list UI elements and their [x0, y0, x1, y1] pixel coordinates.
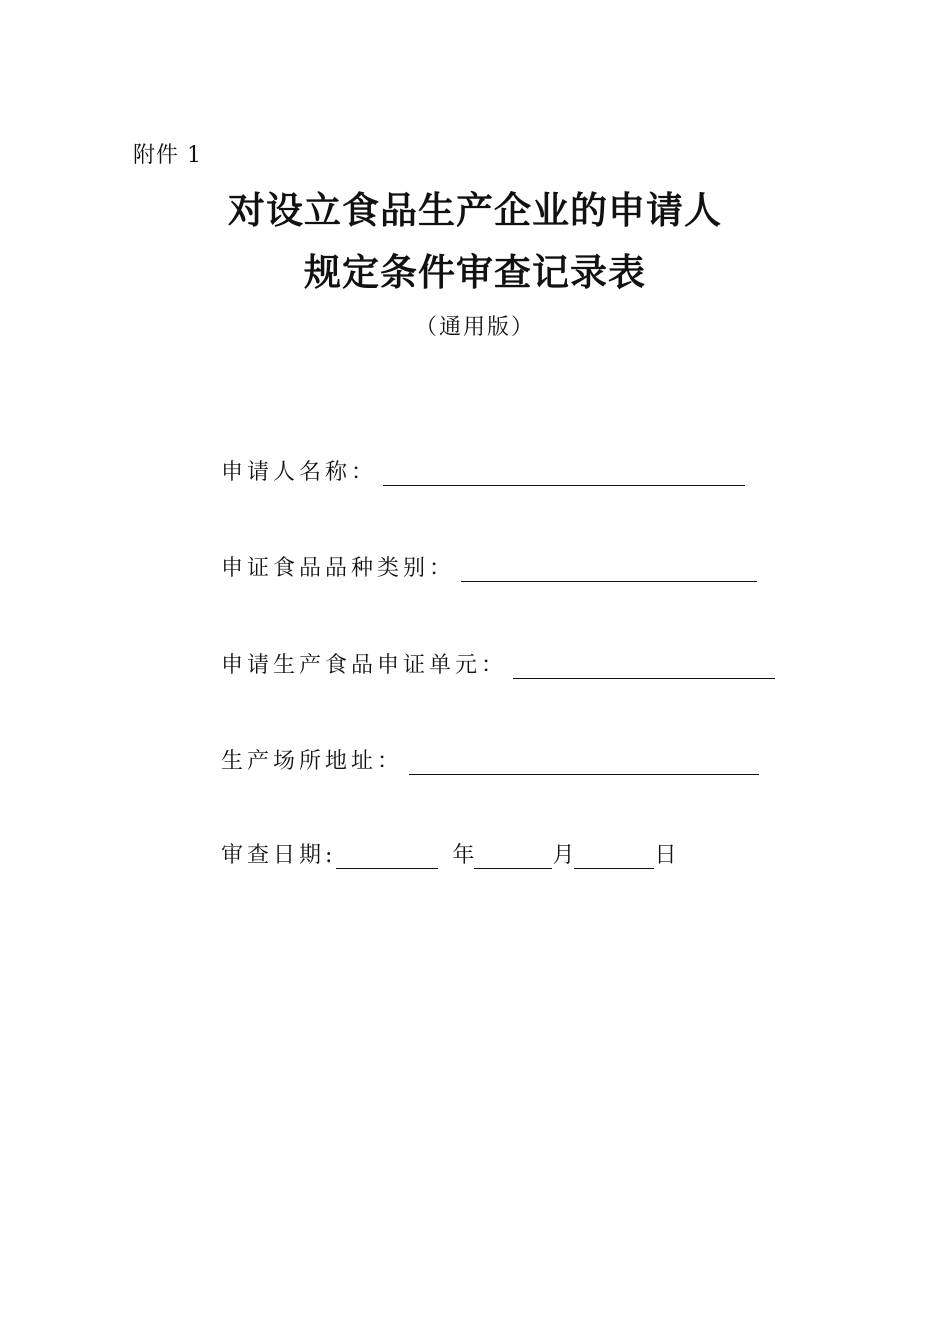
food-category-label: 申证食品品种类别： — [221, 556, 456, 581]
day-label: 日 — [654, 843, 677, 868]
month-label: 月 — [552, 843, 575, 868]
review-date-row — [221, 838, 676, 869]
year-label: 年 — [452, 843, 475, 868]
document-title-line-1: 对设立食品生产企业的申请人 — [228, 189, 722, 232]
review-month-blank[interactable] — [474, 846, 552, 869]
applicant-name-blank[interactable] — [383, 463, 745, 486]
food-category-row — [221, 551, 757, 582]
food-category-blank[interactable] — [461, 559, 757, 582]
attachment-label: 附件 1 — [133, 143, 202, 168]
review-day-blank[interactable] — [574, 846, 654, 869]
document-subtitle: （通用版） — [414, 315, 535, 340]
production-unit-label: 申请生产食品申证单元： — [221, 653, 508, 678]
site-address-blank[interactable] — [409, 752, 759, 775]
site-address-row — [221, 744, 759, 775]
site-address-label: 生产场所地址： — [221, 749, 404, 774]
document-title-line-2: 规定条件审查记录表 — [304, 251, 646, 294]
review-date-label: 审查日期: — [221, 843, 337, 868]
production-unit-row — [221, 648, 775, 679]
review-year-blank[interactable] — [336, 846, 438, 869]
applicant-name-row — [221, 455, 745, 486]
applicant-name-label: 申请人名称： — [221, 460, 378, 485]
production-unit-blank[interactable] — [513, 656, 775, 679]
